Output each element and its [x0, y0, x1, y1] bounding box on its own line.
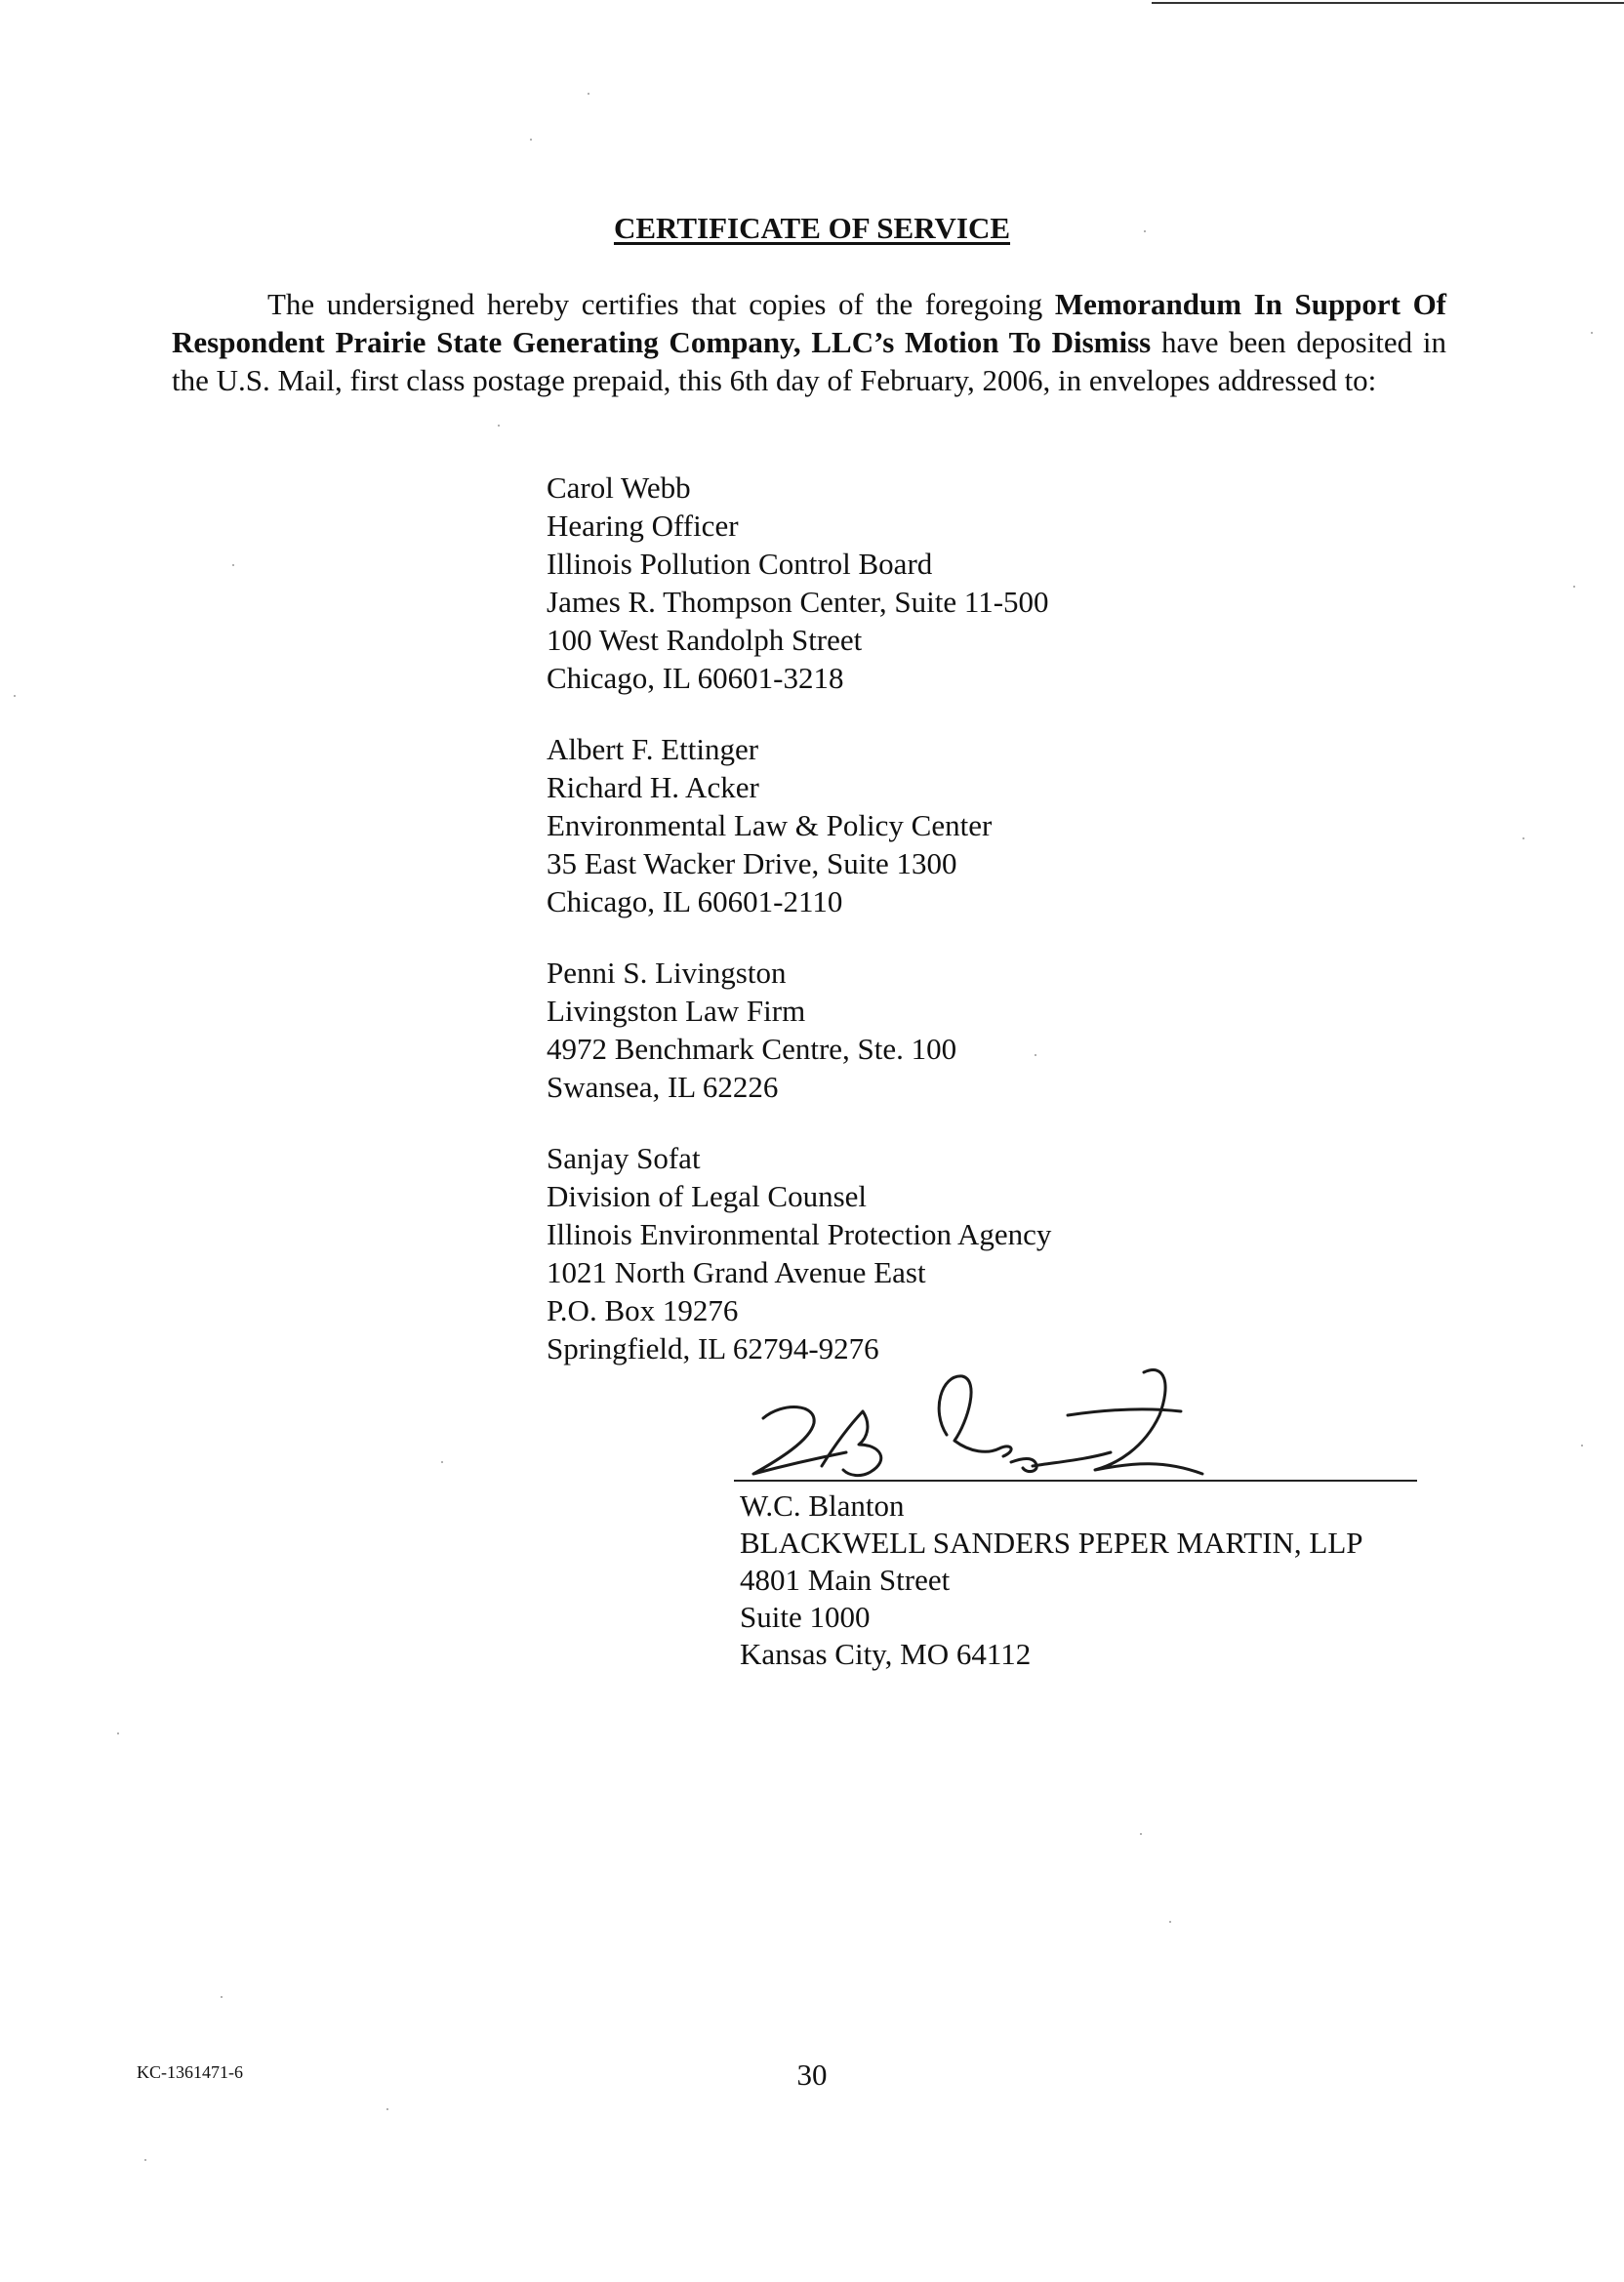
top-edge-rule — [1152, 2, 1624, 4]
signer-block — [740, 1487, 1363, 1673]
scan-speck — [232, 564, 234, 566]
intro-trail: have been deposited in the U.S. Mail, first class postage prepaid, this 6th day of February, 2006, in envelopes addressed to: — [172, 325, 1446, 397]
address-line: 1021 North Grand Avenue East — [547, 1255, 926, 1289]
scan-speck — [1169, 1921, 1171, 1923]
recipient-address-sofat — [547, 1139, 1051, 1367]
scan-speck — [117, 1732, 119, 1734]
address-line: Environmental Law & Policy Center — [547, 808, 993, 842]
scan-speck — [1581, 1445, 1583, 1447]
address-line: James R. Thompson Center, Suite 11-500 — [547, 585, 1049, 619]
scan-speck — [498, 425, 500, 427]
address-line: Livingston Law Firm — [547, 994, 806, 1028]
signer-line: Suite 1000 — [740, 1600, 871, 1634]
page-number: 30 — [796, 2058, 828, 2092]
scan-speck — [221, 1996, 223, 1998]
address-line: Illinois Pollution Control Board — [547, 547, 933, 581]
address-line: Division of Legal Counsel — [547, 1179, 868, 1213]
scan-speck — [1140, 1833, 1142, 1835]
address-line: Illinois Environmental Protection Agency — [547, 1217, 1052, 1251]
address-line: Penni S. Livingston — [547, 956, 787, 990]
page-title: CERTIFICATE OF SERVICE — [613, 211, 1011, 245]
address-line: 4972 Benchmark Centre, Ste. 100 — [547, 1032, 957, 1066]
scan-speck — [1573, 586, 1575, 588]
recipient-address-carol-webb — [547, 469, 1049, 697]
handwritten-signature — [724, 1365, 1417, 1482]
address-line: 35 East Wacker Drive, Suite 1300 — [547, 846, 957, 880]
intro-paragraph — [172, 285, 1446, 399]
signer-line: W.C. Blanton — [740, 1488, 905, 1523]
address-line: Hearing Officer — [547, 509, 739, 543]
document-title: Memorandum In Support Of Respondent Prairie State Generating Company, LLC’s Motion To Dismiss — [172, 287, 1447, 359]
scan-speck — [144, 2159, 146, 2161]
scan-speck — [14, 695, 16, 697]
address-line: Chicago, IL 60601-3218 — [547, 661, 844, 695]
address-line: Richard H. Acker — [547, 770, 759, 804]
scan-speck — [441, 1461, 443, 1463]
address-line: Carol Webb — [547, 470, 691, 505]
scan-speck — [1035, 1054, 1036, 1056]
intro-lead: The undersigned hereby certifies that copies of the foregoing — [267, 287, 1055, 321]
scan-speck — [588, 93, 589, 95]
recipient-address-ettinger-acker — [547, 730, 992, 920]
signer-line: 4801 Main Street — [740, 1563, 951, 1597]
scan-speck — [386, 2108, 388, 2110]
address-line: Chicago, IL 60601-2110 — [547, 884, 843, 918]
signer-line: Kansas City, MO 64112 — [740, 1637, 1032, 1671]
document-id: KC-1361471-6 — [137, 2062, 243, 2082]
scan-speck — [1591, 332, 1593, 334]
address-line: P.O. Box 19276 — [547, 1293, 739, 1327]
address-line: Albert F. Ettinger — [547, 732, 759, 766]
address-line: Springfield, IL 62794-9276 — [547, 1331, 879, 1365]
signature-line — [734, 1480, 1417, 1482]
scan-speck — [1522, 837, 1524, 839]
signer-line: BLACKWELL SANDERS PEPER MARTIN, LLP — [740, 1526, 1363, 1560]
address-line: Swansea, IL 62226 — [547, 1070, 779, 1104]
scan-speck — [530, 139, 532, 141]
address-line: 100 West Randolph Street — [547, 623, 863, 657]
recipient-address-livingston — [547, 954, 956, 1106]
scan-speck — [1144, 230, 1146, 232]
address-line: Sanjay Sofat — [547, 1141, 701, 1175]
